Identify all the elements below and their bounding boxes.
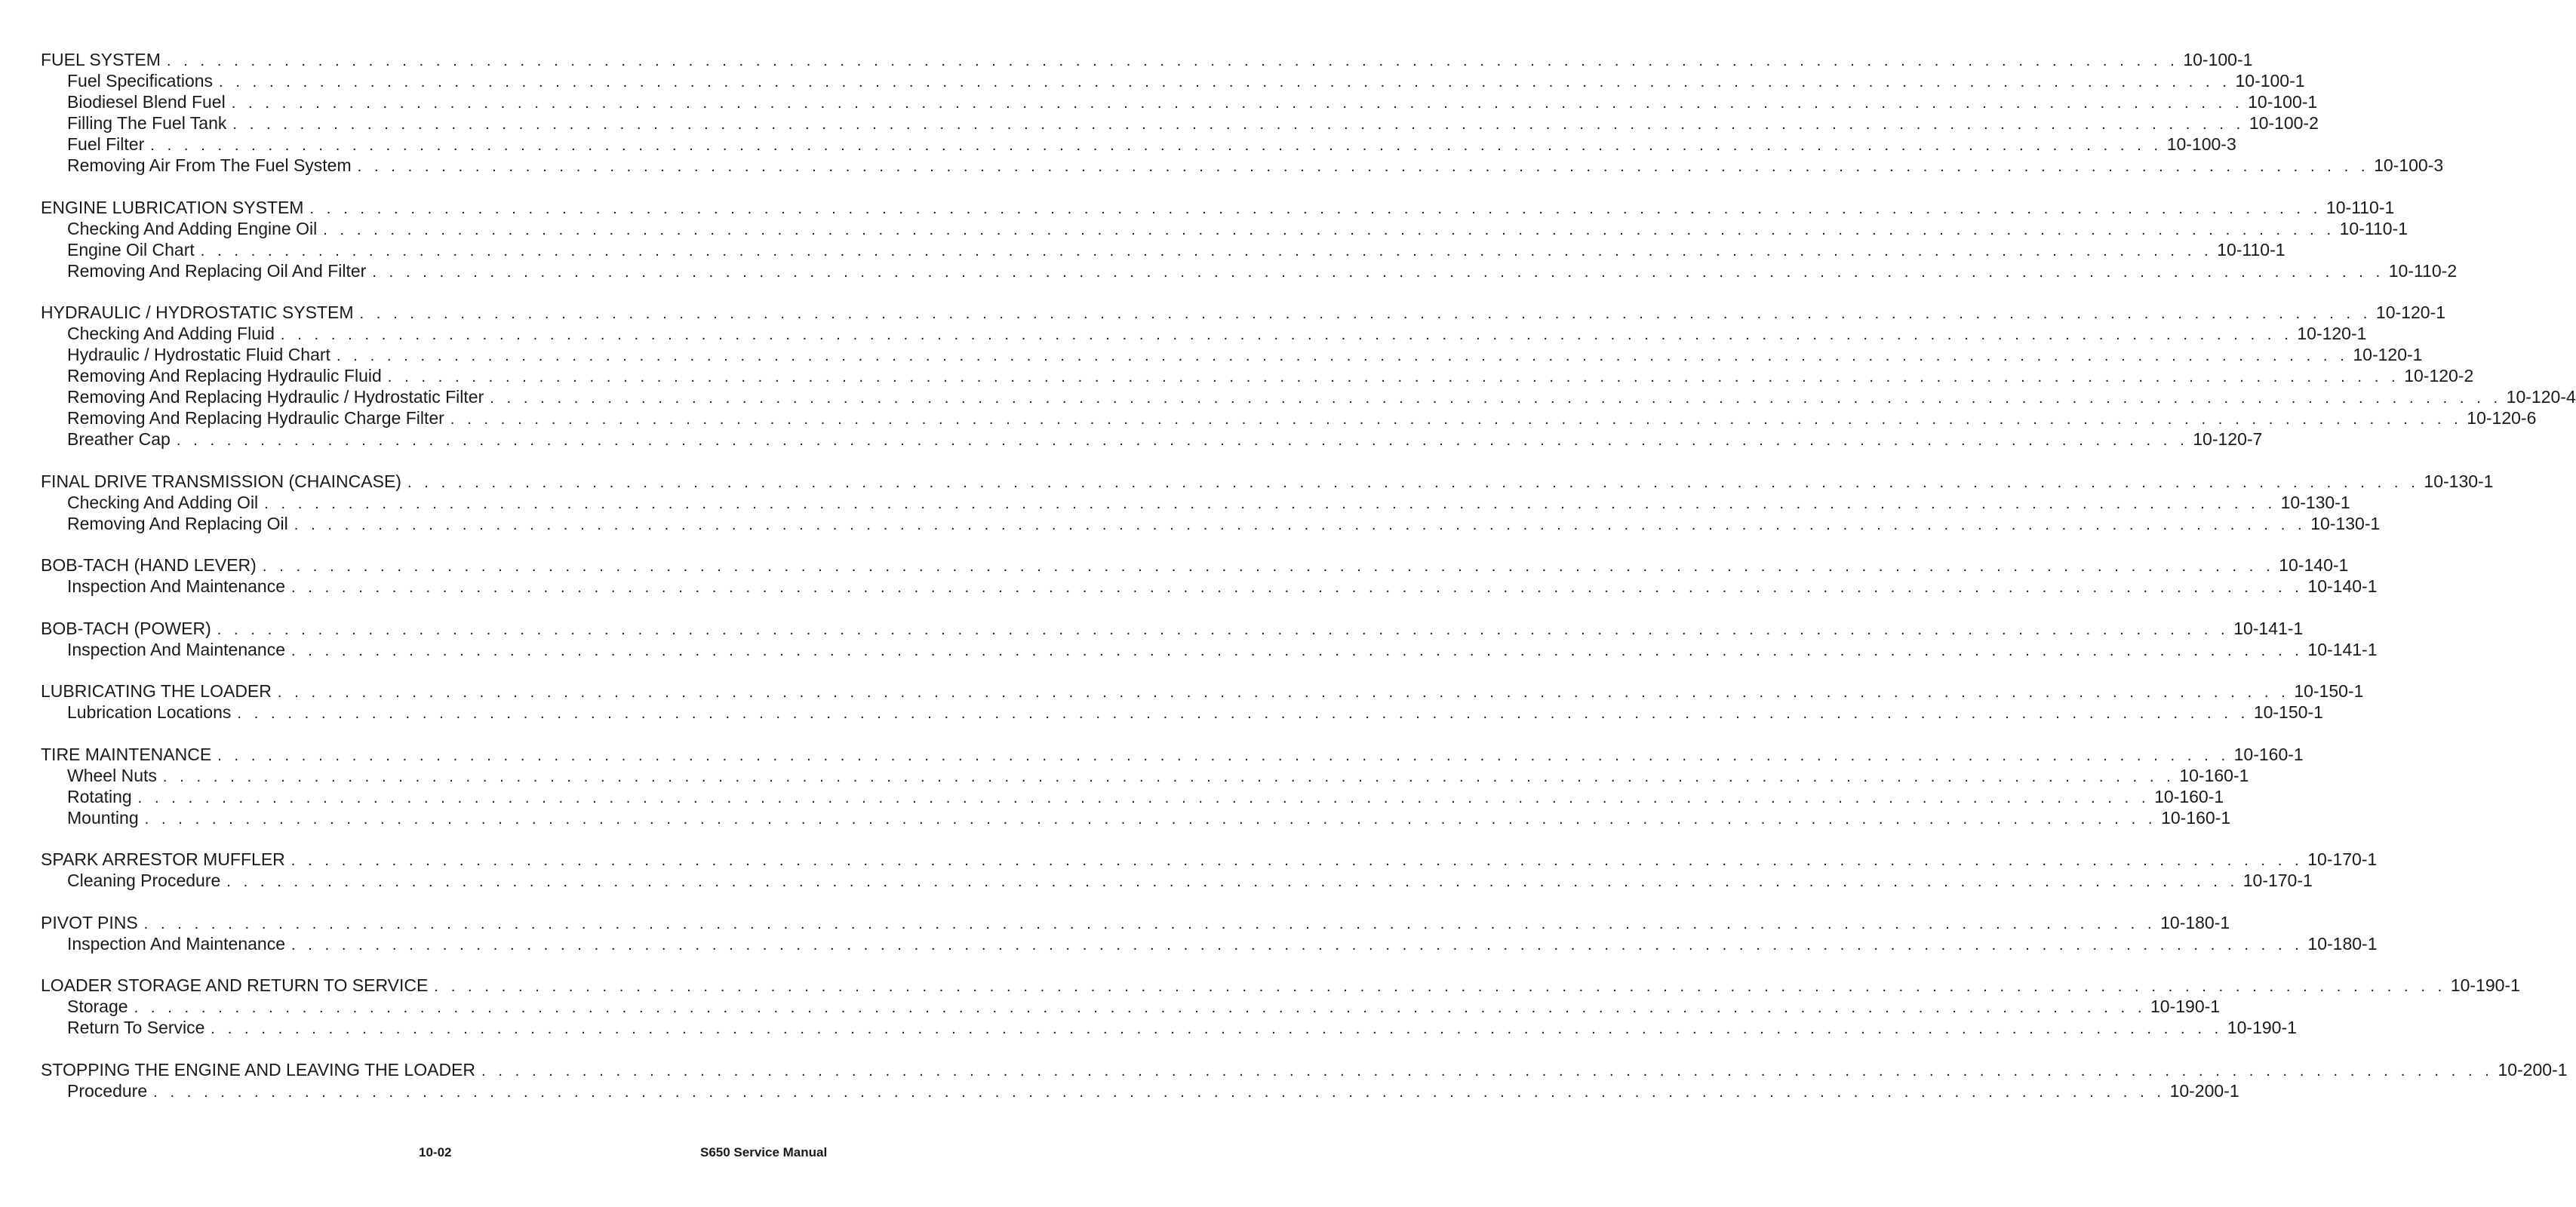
toc-section-title: FUEL SYSTEM xyxy=(41,50,161,69)
toc-subentry-title: Biodiesel Blend Fuel xyxy=(67,92,226,112)
dot-leader: . . . . . . . . . . . . . . . . . . . . . . . . . . . . . . . . . . . . . . . . . . . . . . . . . . . . . . . . . . . . . . . . . . . . . . . . . . . . . . . . . . . . . . . . . . . . . . . . . . . . . . . . . . . . . . . . . . . . . . . . xyxy=(323,221,2335,238)
toc-subentry-title: Storage xyxy=(67,997,128,1016)
toc-page-number: 10-160-1 xyxy=(2161,807,2231,828)
toc-subentry[interactable] xyxy=(41,112,2319,134)
toc-section xyxy=(41,197,2458,281)
dot-leader: . . . . . . . . . . . . . . . . . . . . . . . . . . . . . . . . . . . . . . . . . . . . . . . . . . . . . . . . . . . . . . . . . . . . . . . . . . . . . . . . . . . . . . . . . . . . . . . . . . . . . . . . . . . . . . . . . . . . . . . . xyxy=(434,978,2446,995)
dot-leader: . . . . . . . . . . . . . . . . . . . . . . . . . . . . . . . . . . . . . . . . . . . . . . . . . . . . . . . . . . . . . . . . . . . . . . . . . . . . . . . . . . . . . . . . . . . . . . . . . . . . . . . . . . . . . . . . . . . . . . . . xyxy=(237,705,2249,722)
dot-leader: . . . . . . . . . . . . . . . . . . . . . . . . . . . . . . . . . . . . . . . . . . . . . . . . . . . . . . . . . . . . . . . . . . . . . . . . . . . . . . . . . . . . . . . . . . . . . . . . . . . . . . . . . . . . . . . . . . . . . . . . xyxy=(280,327,2293,343)
dot-leader: . . . . . . . . . . . . . . . . . . . . . . . . . . . . . . . . . . . . . . . . . . . . . . . . . . . . . . . . . . . . . . . . . . . . . . . . . . . . . . . . . . . . . . . . . . . . . . . . . . . . . . . . . . . . . . . . . . . . . . . . xyxy=(232,116,2245,133)
toc-section xyxy=(41,1059,2568,1101)
toc-subentry-title: Return To Service xyxy=(67,1018,205,1037)
toc-page-number: 10-130-1 xyxy=(2310,513,2381,533)
toc-subentry-title: Lubrication Locations xyxy=(67,702,232,722)
toc-subentry[interactable] xyxy=(41,407,2537,428)
toc-subentry-title: Removing And Replacing Hydraulic Fluid xyxy=(67,366,382,385)
dot-leader: . . . . . . . . . . . . . . . . . . . . . . . . . . . . . . . . . . . . . . . . . . . . . . . . . . . . . . . . . . . . . . . . . . . . . . . . . . . . . . . . . . . . . . . . . . . . . . . . . . . . . . . . . . . . . . . . . . . . . . . . xyxy=(290,852,2304,869)
toc-subentry-title: Checking And Adding Engine Oil xyxy=(67,218,318,238)
toc-section-title: LOADER STORAGE AND RETURN TO SERVICE xyxy=(41,975,429,995)
toc-section xyxy=(41,618,2378,660)
toc-subentry[interactable] xyxy=(41,155,2444,176)
toc-subentry-title: Rotating xyxy=(67,786,132,806)
table-of-contents xyxy=(41,49,2576,1122)
dot-leader: . . . . . . . . . . . . . . . . . . . . . . . . . . . . . . . . . . . . . . . . . . . . . . . . . . . . . . . . . . . . . . . . . . . . . . . . . . . . . . . . . . . . . . . . . . . . . . . . . . . . . . . . . . . . . . . . . . . . . . . . xyxy=(290,642,2304,659)
dot-leader: . . . . . . . . . . . . . . . . . . . . . . . . . . . . . . . . . . . . . . . . . . . . . . . . . . . . . . . . . . . . . . . . . . . . . . . . . . . . . . . . . . . . . . . . . . . . . . . . . . . . . . . . . . . . . . . . . . . . . . . . xyxy=(372,263,2384,281)
toc-subentry-title: Removing And Replacing Hydraulic / Hydrostatic Filter xyxy=(67,387,484,407)
dot-leader: . . . . . . . . . . . . . . . . . . . . . . . . . . . . . . . . . . . . . . . . . . . . . . . . . . . . . . . . . . . . . . . . . . . . . . . . . . . . . . . . . . . . . . . . . . . . . . . . . . . . . . . . . . . . . . . . . . . . . . . . xyxy=(264,495,2276,512)
dot-leader: . . . . . . . . . . . . . . . . . . . . . . . . . . . . . . . . . . . . . . . . . . . . . . . . . . . . . . . . . . . . . . . . . . . . . . . . . . . . . . . . . . . . . . . . . . . . . . . . . . . . . . . . . . . . . . . . . . . . . . . . xyxy=(166,53,2179,69)
toc-section-heading[interactable] xyxy=(41,912,2230,933)
toc-page-number: 10-160-1 xyxy=(2233,744,2304,764)
toc-page-number: 10-170-1 xyxy=(2307,849,2378,869)
toc-section-heading[interactable] xyxy=(41,680,2364,702)
toc-section-title: LUBRICATING THE LOADER xyxy=(41,681,272,701)
toc-page-number: 10-110-1 xyxy=(2217,239,2286,260)
dot-leader: . . . . . . . . . . . . . . . . . . . . . . . . . . . . . . . . . . . . . . . . . . . . . . . . . . . . . . . . . . . . . . . . . . . . . . . . . . . . . . . . . . . . . . . . . . . . . . . . . . . . . . . . . . . . . . . . . . . . . . . . xyxy=(150,137,2163,154)
toc-page-number: 10-180-1 xyxy=(2160,912,2230,932)
toc-subentry-title: Hydraulic / Hydrostatic Fluid Chart xyxy=(67,345,330,364)
toc-section-heading[interactable] xyxy=(41,554,2349,576)
toc-subentry-title: Wheel Nuts xyxy=(67,765,157,785)
dot-leader: . . . . . . . . . . . . . . . . . . . . . . . . . . . . . . . . . . . . . . . . . . . . . . . . . . . . . . . . . . . . . . . . . . . . . . . . . . . . . . . . . . . . . . . . . . . . . . . . . . . . . . . . . . . . . . . . . . . . . . . . xyxy=(217,747,2230,764)
toc-page-number: 10-180-1 xyxy=(2307,933,2378,954)
toc-subentry[interactable] xyxy=(41,702,2323,723)
toc-section-title: TIRE MAINTENANCE xyxy=(41,744,212,764)
toc-section-title: ENGINE LUBRICATION SYSTEM xyxy=(41,197,304,217)
toc-page-number: 10-141-1 xyxy=(2233,618,2304,638)
toc-section xyxy=(41,849,2378,891)
toc-section-title: PIVOT PINS xyxy=(41,912,138,932)
dot-leader: . . . . . . . . . . . . . . . . . . . . . . . . . . . . . . . . . . . . . . . . . . . . . . . . . . . . . . . . . . . . . . . . . . . . . . . . . . . . . . . . . . . . . . . . . . . . . . . . . . . . . . . . . . . . . . . . . . . . . . . . xyxy=(357,158,2370,175)
toc-subentry-title: Mounting xyxy=(67,807,139,828)
toc-page-number: 10-120-1 xyxy=(2297,324,2367,343)
dot-leader: . . . . . . . . . . . . . . . . . . . . . . . . . . . . . . . . . . . . . . . . . . . . . . . . . . . . . . . . . . . . . . . . . . . . . . . . . . . . . . . . . . . . . . . . . . . . . . . . . . . . . . . . . . . . . . . . . . . . . . . . xyxy=(134,1000,2146,1016)
toc-page-number: 10-190-1 xyxy=(2227,1018,2297,1037)
dot-leader: . . . . . . . . . . . . . . . . . . . . . . . . . . . . . . . . . . . . . . . . . . . . . . . . . . . . . . . . . . . . . . . . . . . . . . . . . . . . . . . . . . . . . . . . . . . . . . . . . . . . . . . . . . . . . . . . . . . . . . . . xyxy=(217,621,2230,638)
toc-subentry[interactable] xyxy=(41,218,2408,239)
toc-subentry-title: Procedure xyxy=(67,1080,148,1101)
toc-subentry-title: Cleaning Procedure xyxy=(67,871,221,890)
toc-subentry[interactable] xyxy=(41,260,2458,281)
toc-section xyxy=(41,975,2520,1038)
toc-page-number: 10-120-1 xyxy=(2375,303,2445,322)
toc-page-number: 10-100-1 xyxy=(2183,50,2253,69)
toc-page-number: 10-120-7 xyxy=(2193,429,2263,449)
toc-section-title: SPARK ARRESTOR MUFFLER xyxy=(41,849,285,869)
dot-leader: . . . . . . . . . . . . . . . . . . . . . . . . . . . . . . . . . . . . . . . . . . . . . . . . . . . . . . . . . . . . . . . . . . . . . . . . . . . . . . . . . . . . . . . . . . . . . . . . . . . . . . . . . . . . . . . . . . . . . . . . xyxy=(211,1021,2223,1037)
toc-subentry-title: Fuel Filter xyxy=(67,134,145,154)
toc-subentry[interactable] xyxy=(41,70,2305,91)
toc-section-heading[interactable] xyxy=(41,197,2395,218)
toc-subentry-title: Filling The Fuel Tank xyxy=(67,113,227,133)
toc-page-number: 10-110-2 xyxy=(2388,260,2458,281)
toc-subentry-title: Inspection And Maintenance xyxy=(67,576,285,596)
toc-subentry[interactable] xyxy=(41,239,2286,260)
dot-leader: . . . . . . . . . . . . . . . . . . . . . . . . . . . . . . . . . . . . . . . . . . . . . . . . . . . . . . . . . . . . . . . . . . . . . . . . . . . . . . . . . . . . . . . . . . . . . . . . . . . . . . . . . . . . . . . . . . . . . . . . xyxy=(153,1083,2166,1101)
toc-page-number: 10-110-1 xyxy=(2325,197,2395,217)
toc-section xyxy=(41,471,2494,534)
dot-leader: . . . . . . . . . . . . . . . . . . . . . . . . . . . . . . . . . . . . . . . . . . . . . . . . . . . . . . . . . . . . . . . . . . . . . . . . . . . . . . . . . . . . . . . . . . . . . . . . . . . . . . . . . . . . . . . . . . . . . . . . xyxy=(294,516,2307,533)
toc-page-number: 10-120-4 xyxy=(2506,387,2576,407)
dot-leader: . . . . . . . . . . . . . . . . . . . . . . . . . . . . . . . . . . . . . . . . . . . . . . . . . . . . . . . . . . . . . . . . . . . . . . . . . . . . . . . . . . . . . . . . . . . . . . . . . . . . . . . . . . . . . . . . . . . . . . . . xyxy=(176,432,2189,449)
toc-page-number: 10-170-1 xyxy=(2242,871,2313,890)
toc-subentry-title: Inspection And Maintenance xyxy=(67,639,285,659)
toc-subentry[interactable] xyxy=(41,134,2236,155)
toc-subentry-title: Removing And Replacing Oil xyxy=(67,513,288,533)
toc-page-number: 10-100-3 xyxy=(2374,155,2444,175)
footer-page-number: 10-02 xyxy=(419,1145,452,1159)
toc-subentry-title: Checking And Adding Oil xyxy=(67,492,259,512)
toc-subentry[interactable] xyxy=(41,996,2221,1017)
toc-page-number: 10-130-1 xyxy=(2424,471,2494,491)
toc-subentry[interactable] xyxy=(41,870,2313,891)
dot-leader: . . . . . . . . . . . . . . . . . . . . . . . . . . . . . . . . . . . . . . . . . . . . . . . . . . . . . . . . . . . . . . . . . . . . . . . . . . . . . . . . . . . . . . . . . . . . . . . . . . . . . . . . . . . . . . . . . . . . . . . . xyxy=(490,390,2502,407)
toc-subentry-title: Engine Oil Chart xyxy=(67,239,195,260)
toc-subentry[interactable] xyxy=(41,91,2318,112)
dot-leader: . . . . . . . . . . . . . . . . . . . . . . . . . . . . . . . . . . . . . . . . . . . . . . . . . . . . . . . . . . . . . . . . . . . . . . . . . . . . . . . . . . . . . . . . . . . . . . . . . . . . . . . . . . . . . . . . . . . . . . . . xyxy=(226,874,2239,890)
toc-page-number: 10-141-1 xyxy=(2307,639,2378,659)
dot-leader: . . . . . . . . . . . . . . . . . . . . . . . . . . . . . . . . . . . . . . . . . . . . . . . . . . . . . . . . . . . . . . . . . . . . . . . . . . . . . . . . . . . . . . . . . . . . . . . . . . . . . . . . . . . . . . . . . . . . . . . . xyxy=(359,306,2372,322)
dot-leader: . . . . . . . . . . . . . . . . . . . . . . . . . . . . . . . . . . . . . . . . . . . . . . . . . . . . . . . . . . . . . . . . . . . . . . . . . . . . . . . . . . . . . . . . . . . . . . . . . . . . . . . . . . . . . . . . . . . . . . . . xyxy=(219,74,2231,91)
toc-subentry-title: Fuel Specifications xyxy=(67,71,214,91)
toc-subentry[interactable] xyxy=(41,933,2378,954)
toc-page-number: 10-130-1 xyxy=(2280,492,2350,512)
dot-leader: . . . . . . . . . . . . . . . . . . . . . . . . . . . . . . . . . . . . . . . . . . . . . . . . . . . . . . . . . . . . . . . . . . . . . . . . . . . . . . . . . . . . . . . . . . . . . . . . . . . . . . . . . . . . . . . . . . . . . . . . xyxy=(450,411,2463,428)
toc-section xyxy=(41,912,2378,954)
dot-leader: . . . . . . . . . . . . . . . . . . . . . . . . . . . . . . . . . . . . . . . . . . . . . . . . . . . . . . . . . . . . . . . . . . . . . . . . . . . . . . . . . . . . . . . . . . . . . . . . . . . . . . . . . . . . . . . . . . . . . . . . xyxy=(262,558,2275,575)
toc-subentry[interactable] xyxy=(41,365,2474,386)
toc-page-number: 10-100-3 xyxy=(2166,134,2236,154)
toc-page-number: 10-190-1 xyxy=(2150,997,2221,1016)
toc-section xyxy=(41,554,2378,597)
toc-subentry[interactable] xyxy=(41,786,2224,807)
toc-section-title: STOPPING THE ENGINE AND LEAVING THE LOADER xyxy=(41,1059,475,1080)
toc-subentry[interactable] xyxy=(41,576,2378,597)
toc-page-number: 10-120-2 xyxy=(2404,366,2474,385)
toc-subentry-title: Removing And Replacing Hydraulic Charge Filter xyxy=(67,408,444,428)
toc-page-number: 10-190-1 xyxy=(2450,975,2520,995)
toc-subentry[interactable] xyxy=(41,344,2423,365)
toc-page-number: 10-140-1 xyxy=(2307,576,2378,596)
dot-leader: . . . . . . . . . . . . . . . . . . . . . . . . . . . . . . . . . . . . . . . . . . . . . . . . . . . . . . . . . . . . . . . . . . . . . . . . . . . . . . . . . . . . . . . . . . . . . . . . . . . . . . . . . . . . . . . . . . . . . . . . xyxy=(290,579,2304,596)
toc-page-number: 10-100-1 xyxy=(2248,92,2318,112)
toc-subentry[interactable] xyxy=(41,1017,2297,1038)
toc-page-number: 10-100-1 xyxy=(2235,71,2305,91)
toc-section-title: FINAL DRIVE TRANSMISSION (CHAINCASE) xyxy=(41,471,401,491)
toc-subentry-title: Removing And Replacing Oil And Filter xyxy=(67,260,367,281)
toc-subentry[interactable] xyxy=(41,1080,2239,1101)
dot-leader: . . . . . . . . . . . . . . . . . . . . . . . . . . . . . . . . . . . . . . . . . . . . . . . . . . . . . . . . . . . . . . . . . . . . . . . . . . . . . . . . . . . . . . . . . . . . . . . . . . . . . . . . . . . . . . . . . . . . . . . . xyxy=(144,810,2157,828)
toc-section-title: BOB-TACH (HAND LEVER) xyxy=(41,555,257,575)
toc-section-heading[interactable] xyxy=(41,975,2520,996)
toc-section-heading[interactable] xyxy=(41,618,2304,639)
toc-subentry[interactable] xyxy=(41,323,2367,344)
toc-page-number: 10-140-1 xyxy=(2279,555,2349,575)
toc-page-number: 10-150-1 xyxy=(2253,702,2323,722)
toc-section xyxy=(41,680,2364,723)
footer-manual-title: S650 Service Manual xyxy=(700,1145,828,1159)
toc-page-number: 10-120-6 xyxy=(2467,408,2537,428)
dot-leader: . . . . . . . . . . . . . . . . . . . . . . . . . . . . . . . . . . . . . . . . . . . . . . . . . . . . . . . . . . . . . . . . . . . . . . . . . . . . . . . . . . . . . . . . . . . . . . . . . . . . . . . . . . . . . . . . . . . . . . . . xyxy=(387,369,2400,385)
toc-subentry-title: Removing Air From The Fuel System xyxy=(67,155,352,175)
toc-subentry[interactable] xyxy=(41,386,2576,407)
toc-subentry[interactable] xyxy=(41,513,2381,534)
toc-page-number: 10-100-2 xyxy=(2249,113,2319,133)
dot-leader: . . . . . . . . . . . . . . . . . . . . . . . . . . . . . . . . . . . . . . . . . . . . . . . . . . . . . . . . . . . . . . . . . . . . . . . . . . . . . . . . . . . . . . . . . . . . . . . . . . . . . . . . . . . . . . . . . . . . . . . . xyxy=(231,95,2244,112)
toc-section xyxy=(41,49,2444,176)
toc-section-heading[interactable] xyxy=(41,471,2494,492)
toc-page-number: 10-200-1 xyxy=(2169,1080,2239,1101)
dot-leader: . . . . . . . . . . . . . . . . . . . . . . . . . . . . . . . . . . . . . . . . . . . . . . . . . . . . . . . . . . . . . . . . . . . . . . . . . . . . . . . . . . . . . . . . . . . . . . . . . . . . . . . . . . . . . . . . . . . . . . . . xyxy=(200,242,2213,260)
toc-subentry[interactable] xyxy=(41,492,2350,513)
dot-leader: . . . . . . . . . . . . . . . . . . . . . . . . . . . . . . . . . . . . . . . . . . . . . . . . . . . . . . . . . . . . . . . . . . . . . . . . . . . . . . . . . . . . . . . . . . . . . . . . . . . . . . . . . . . . . . . . . . . . . . . . xyxy=(290,936,2304,954)
toc-page-number: 10-110-1 xyxy=(2339,218,2408,238)
dot-leader: . . . . . . . . . . . . . . . . . . . . . . . . . . . . . . . . . . . . . . . . . . . . . . . . . . . . . . . . . . . . . . . . . . . . . . . . . . . . . . . . . . . . . . . . . . . . . . . . . . . . . . . . . . . . . . . . . . . . . . . . xyxy=(143,915,2156,932)
toc-section-title: BOB-TACH (POWER) xyxy=(41,618,211,638)
toc-section-heading[interactable] xyxy=(41,302,2445,323)
toc-section-heading[interactable] xyxy=(41,849,2378,870)
toc-page-number: 10-150-1 xyxy=(2294,681,2364,701)
toc-subentry[interactable] xyxy=(41,428,2263,450)
toc-subentry-title: Breather Cap xyxy=(67,429,171,449)
toc-section xyxy=(41,744,2304,828)
toc-subentry-title: Checking And Adding Fluid xyxy=(67,324,275,343)
dot-leader: . . . . . . . . . . . . . . . . . . . . . . . . . . . . . . . . . . . . . . . . . . . . . . . . . . . . . . . . . . . . . . . . . . . . . . . . . . . . . . . . . . . . . . . . . . . . . . . . . . . . . . . . . . . . . . . . . . . . . . . . xyxy=(277,684,2290,701)
toc-section-title: HYDRAULIC / HYDROSTATIC SYSTEM xyxy=(41,303,354,322)
toc-section-heading[interactable] xyxy=(41,744,2304,765)
toc-subentry[interactable] xyxy=(41,807,2231,828)
dot-leader: . . . . . . . . . . . . . . . . . . . . . . . . . . . . . . . . . . . . . . . . . . . . . . . . . . . . . . . . . . . . . . . . . . . . . . . . . . . . . . . . . . . . . . . . . . . . . . . . . . . . . . . . . . . . . . . . . . . . . . . . xyxy=(336,348,2349,364)
dot-leader: . . . . . . . . . . . . . . . . . . . . . . . . . . . . . . . . . . . . . . . . . . . . . . . . . . . . . . . . . . . . . . . . . . . . . . . . . . . . . . . . . . . . . . . . . . . . . . . . . . . . . . . . . . . . . . . . . . . . . . . . xyxy=(137,789,2150,806)
toc-section xyxy=(41,302,2576,450)
toc-subentry-title: Inspection And Maintenance xyxy=(67,933,285,954)
toc-subentry[interactable] xyxy=(41,639,2378,660)
toc-subentry[interactable] xyxy=(41,765,2249,786)
toc-section-heading[interactable] xyxy=(41,49,2253,70)
toc-page-number: 10-160-1 xyxy=(2179,765,2249,785)
toc-section-heading[interactable] xyxy=(41,1059,2568,1080)
dot-leader: . . . . . . . . . . . . . . . . . . . . . . . . . . . . . . . . . . . . . . . . . . . . . . . . . . . . . . . . . . . . . . . . . . . . . . . . . . . . . . . . . . . . . . . . . . . . . . . . . . . . . . . . . . . . . . . . . . . . . . . . xyxy=(162,768,2175,785)
dot-leader: . . . . . . . . . . . . . . . . . . . . . . . . . . . . . . . . . . . . . . . . . . . . . . . . . . . . . . . . . . . . . . . . . . . . . . . . . . . . . . . . . . . . . . . . . . . . . . . . . . . . . . . . . . . . . . . . . . . . . . . . xyxy=(481,1062,2494,1080)
dot-leader: . . . . . . . . . . . . . . . . . . . . . . . . . . . . . . . . . . . . . . . . . . . . . . . . . . . . . . . . . . . . . . . . . . . . . . . . . . . . . . . . . . . . . . . . . . . . . . . . . . . . . . . . . . . . . . . . . . . . . . . . xyxy=(407,474,2420,491)
toc-page-number: 10-200-1 xyxy=(2498,1059,2568,1080)
dot-leader: . . . . . . . . . . . . . . . . . . . . . . . . . . . . . . . . . . . . . . . . . . . . . . . . . . . . . . . . . . . . . . . . . . . . . . . . . . . . . . . . . . . . . . . . . . . . . . . . . . . . . . . . . . . . . . . . . . . . . . . . xyxy=(309,200,2322,217)
toc-page-number: 10-120-1 xyxy=(2353,345,2423,364)
toc-page-number: 10-160-1 xyxy=(2154,786,2224,806)
